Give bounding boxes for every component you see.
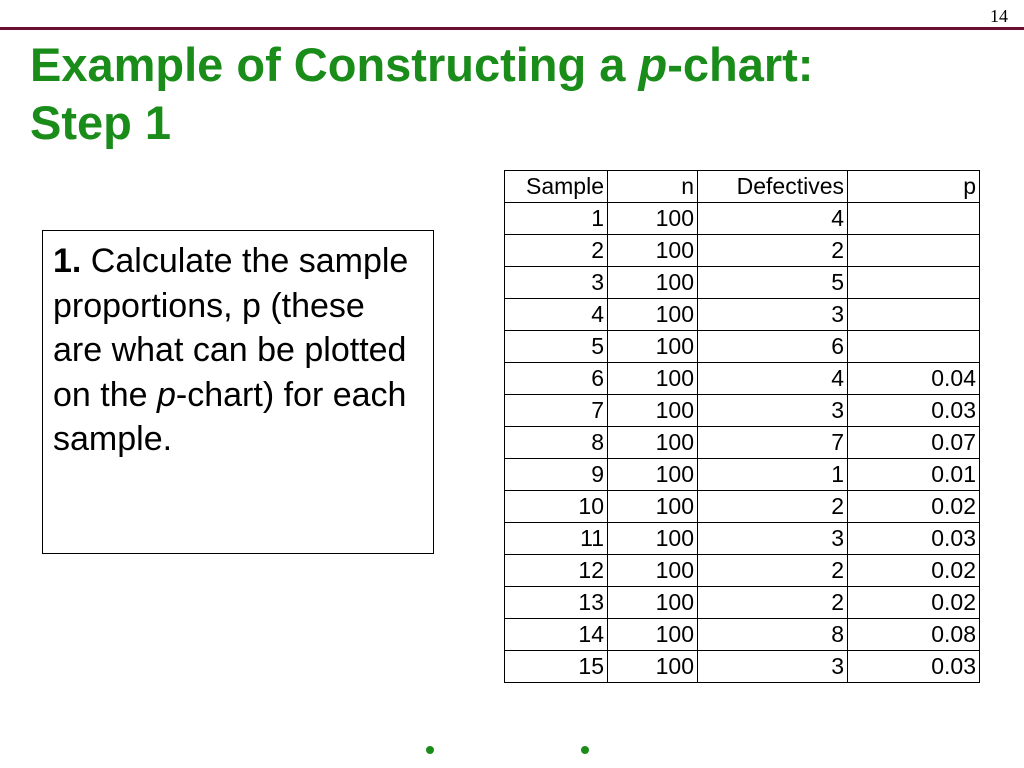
cell-sample: 6 — [505, 363, 608, 395]
title-text-1: Example of Constructing a — [30, 38, 639, 91]
cell-sample: 14 — [505, 619, 608, 651]
cell-n: 100 — [608, 395, 698, 427]
step-text-2: -chart) for each sample. — [53, 375, 407, 458]
table-row — [505, 203, 980, 235]
cell-sample: 1 — [505, 203, 608, 235]
slide-title — [30, 36, 813, 152]
cell-defectives: 4 — [698, 363, 848, 395]
cell-defectives: 5 — [698, 267, 848, 299]
header-p: p — [848, 171, 980, 203]
cell-sample: 10 — [505, 491, 608, 523]
step-text-1: Calculate the sample proportions, p (these are what can be plotted on the — [53, 242, 409, 414]
cell-p: 0.08 — [848, 619, 980, 651]
table-header-row — [505, 171, 980, 203]
cell-n: 100 — [608, 523, 698, 555]
cell-n: 100 — [608, 491, 698, 523]
cell-n: 100 — [608, 235, 698, 267]
table-row — [505, 523, 980, 555]
cell-sample: 15 — [505, 651, 608, 683]
cell-n: 100 — [608, 587, 698, 619]
table-row — [505, 651, 980, 683]
table-row — [505, 587, 980, 619]
top-divider — [0, 27, 1024, 30]
cell-p: 0.02 — [848, 491, 980, 523]
cell-p — [848, 203, 980, 235]
title-italic-p: p — [638, 38, 668, 91]
cell-n: 100 — [608, 619, 698, 651]
cell-sample: 11 — [505, 523, 608, 555]
table-row — [505, 363, 980, 395]
cell-p — [848, 235, 980, 267]
cell-defectives: 6 — [698, 331, 848, 363]
cell-sample: 13 — [505, 587, 608, 619]
step-number: 1. — [53, 242, 82, 280]
cell-sample: 7 — [505, 395, 608, 427]
cell-sample: 2 — [505, 235, 608, 267]
cell-p: 0.03 — [848, 651, 980, 683]
cell-p: 0.04 — [848, 363, 980, 395]
table-row — [505, 395, 980, 427]
bullet-dot — [426, 746, 434, 754]
table-row — [505, 427, 980, 459]
cell-n: 100 — [608, 459, 698, 491]
table-row — [505, 299, 980, 331]
table-row — [505, 331, 980, 363]
cell-sample: 9 — [505, 459, 608, 491]
cell-sample: 4 — [505, 299, 608, 331]
cell-defectives: 2 — [698, 491, 848, 523]
cell-sample: 8 — [505, 427, 608, 459]
cell-p — [848, 267, 980, 299]
cell-defectives: 3 — [698, 523, 848, 555]
table-row — [505, 235, 980, 267]
cell-sample: 12 — [505, 555, 608, 587]
cell-n: 100 — [608, 331, 698, 363]
cell-defectives: 3 — [698, 651, 848, 683]
cell-n: 100 — [608, 363, 698, 395]
step-instruction-text — [53, 239, 423, 462]
cell-n: 100 — [608, 427, 698, 459]
cell-p: 0.03 — [848, 395, 980, 427]
cell-n: 100 — [608, 299, 698, 331]
cell-n: 100 — [608, 267, 698, 299]
cell-defectives: 3 — [698, 299, 848, 331]
cell-defectives: 4 — [698, 203, 848, 235]
cell-defectives: 2 — [698, 555, 848, 587]
header-sample: Sample — [505, 171, 608, 203]
cell-p: 0.02 — [848, 555, 980, 587]
cell-p — [848, 331, 980, 363]
cell-p: 0.02 — [848, 587, 980, 619]
cell-n: 100 — [608, 203, 698, 235]
table-row — [505, 619, 980, 651]
table-row — [505, 459, 980, 491]
title-line-2: Step 1 — [30, 96, 172, 149]
title-line-1 — [30, 36, 813, 94]
sample-data-table — [504, 170, 980, 683]
cell-defectives: 2 — [698, 235, 848, 267]
bullet-dot — [581, 746, 589, 754]
slide-number: 14 — [990, 6, 1008, 26]
cell-defectives: 8 — [698, 619, 848, 651]
table-row — [505, 267, 980, 299]
cell-sample: 5 — [505, 331, 608, 363]
table-body — [505, 203, 980, 683]
cell-n: 100 — [608, 555, 698, 587]
table-row — [505, 491, 980, 523]
table-row — [505, 555, 980, 587]
cell-defectives: 1 — [698, 459, 848, 491]
step-italic-p: p — [156, 375, 176, 414]
cell-defectives: 7 — [698, 427, 848, 459]
cell-p: 0.07 — [848, 427, 980, 459]
cell-defectives: 2 — [698, 587, 848, 619]
cell-defectives: 3 — [698, 395, 848, 427]
cell-p: 0.01 — [848, 459, 980, 491]
step-instruction-box — [42, 230, 434, 554]
title-text-2: -chart: — [667, 38, 814, 91]
header-n: n — [608, 171, 698, 203]
cell-p — [848, 299, 980, 331]
header-defectives: Defectives — [698, 171, 848, 203]
cell-n: 100 — [608, 651, 698, 683]
cell-sample: 3 — [505, 267, 608, 299]
cell-p: 0.03 — [848, 523, 980, 555]
